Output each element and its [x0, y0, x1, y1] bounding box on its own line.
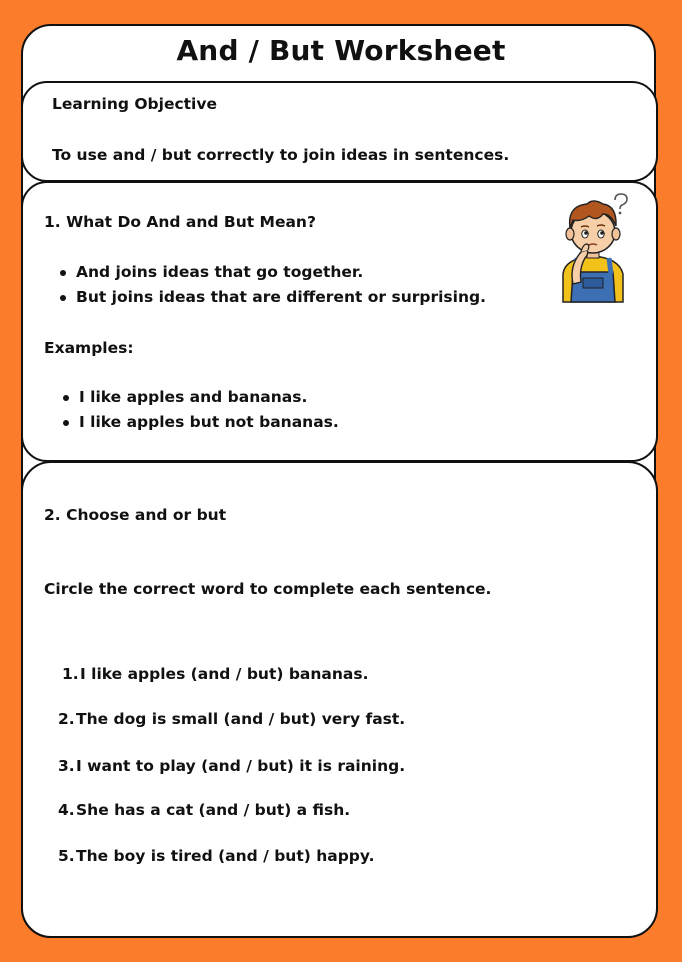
list-item [58, 710, 405, 728]
meaning-bullet-list [76, 260, 486, 310]
objective-text: To use and / but correctly to join ideas in sentences. [52, 146, 510, 164]
examples-heading: Examples: [44, 339, 134, 357]
item-sentence: I want to play (and / but) it is raining. [76, 757, 406, 775]
item-number: 4. [58, 801, 75, 819]
item-sentence: She has a cat (and / but) a fish. [76, 801, 351, 819]
section2-heading: 2. Choose and or but [44, 506, 227, 524]
item-sentence: The dog is small (and / but) very fast. [76, 710, 406, 728]
item-sentence: The boy is tired (and / but) happy. [76, 847, 375, 865]
item-number: 5. [58, 847, 75, 865]
list-item [62, 665, 369, 683]
item-number: 1. [62, 665, 79, 683]
objective-heading: Learning Objective [52, 95, 217, 113]
page-title: And / But Worksheet [176, 34, 506, 67]
item-number: 2. [58, 710, 75, 728]
examples-list [79, 385, 339, 435]
exercise-instruction: Circle the correct word to complete each sentence. [44, 580, 492, 598]
thinking-boy-icon [553, 192, 633, 304]
list-item [58, 847, 374, 865]
list-item: I like apples but not bananas. [79, 410, 339, 435]
list-item [58, 801, 350, 819]
list-item: But joins ideas that are different or surprising. [76, 285, 486, 310]
section1-heading: 1. What Do And and But Mean? [44, 213, 316, 231]
list-item: And joins ideas that go together. [76, 260, 486, 285]
exercise-section-box [21, 461, 658, 938]
item-sentence: I like apples (and / but) bananas. [80, 665, 369, 683]
item-number: 3. [58, 757, 75, 775]
list-item: I like apples and bananas. [79, 385, 339, 410]
list-item [58, 757, 405, 775]
